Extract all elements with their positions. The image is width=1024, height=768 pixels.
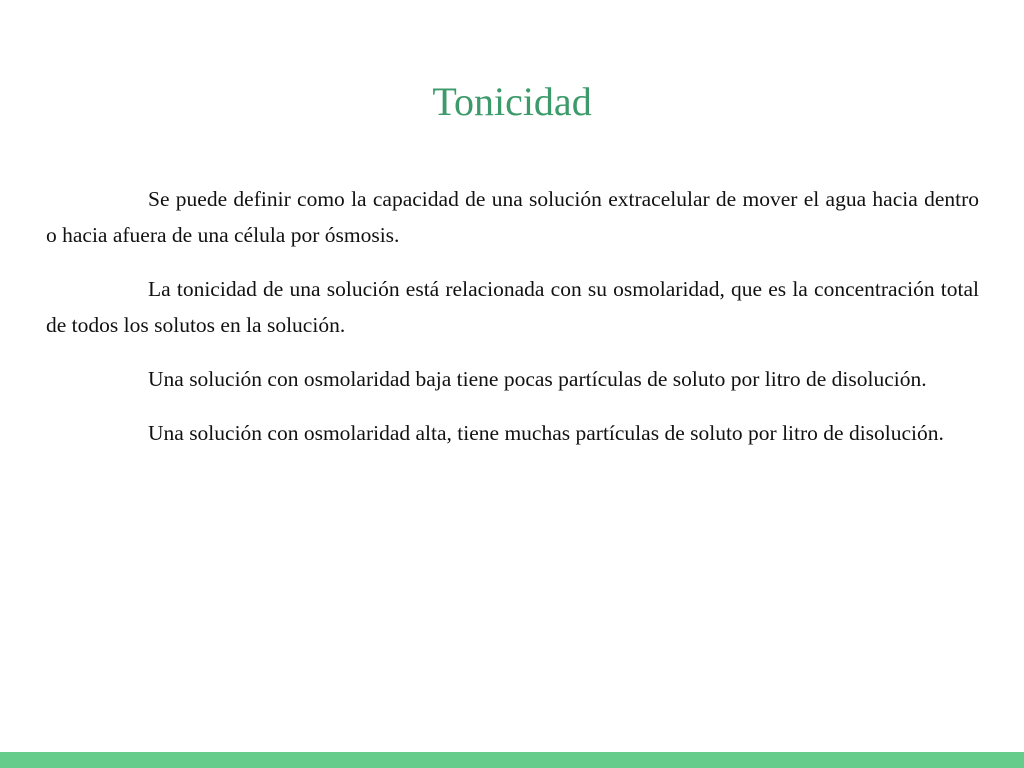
paragraph-high-osmolarity: Una solución con osmolaridad alta, tiene muchas partículas de soluto por litro de disolución. [148, 421, 944, 445]
paragraph-definition: Se puede definir como la capacidad de una solución extracelular de mover el agua hacia dentro o hacia afuera de una célula por ósmosis. [46, 187, 979, 247]
bottom-accent-bar [0, 752, 1024, 768]
slide-title: Tonicidad [432, 79, 592, 124]
paragraph-osmolarity: La tonicidad de una solución está relacionada con su osmolaridad, que es la concentración total de todos los solutos en la solución. [46, 277, 979, 337]
paragraph-low-osmolarity: Una solución con osmolaridad baja tiene pocas partículas de soluto por litro de disolución. [148, 367, 927, 391]
slide-body [46, 181, 979, 469]
